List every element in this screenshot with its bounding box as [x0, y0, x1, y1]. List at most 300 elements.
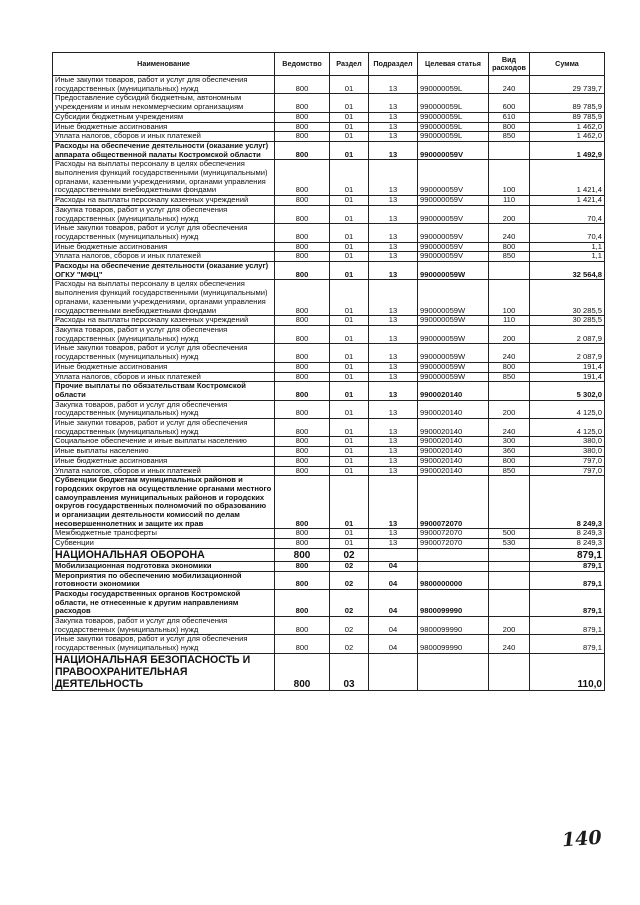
cell-section: 01	[330, 76, 369, 94]
cell-subsection: 13	[369, 94, 418, 112]
cell-target: 9900072070	[418, 476, 489, 529]
cell-section: 01	[330, 132, 369, 142]
cell-section: 01	[330, 252, 369, 262]
table-row	[53, 635, 605, 653]
cell-section: 01	[330, 529, 369, 539]
cell-sum: 1,1	[530, 252, 605, 262]
cell-department: 800	[275, 617, 330, 635]
cell-department: 800	[275, 539, 330, 549]
cell-kind: 800	[489, 242, 530, 252]
cell-target: 990000059L	[418, 132, 489, 142]
table-row	[53, 280, 605, 316]
cell-section: 01	[330, 437, 369, 447]
table-row	[53, 617, 605, 635]
cell-sum: 380,0	[530, 447, 605, 457]
cell-department: 800	[275, 362, 330, 372]
cell-department: 800	[275, 94, 330, 112]
cell-target: 990000059W	[418, 362, 489, 372]
cell-name: Прочие выплаты по обязательствам Костромской области	[53, 382, 275, 400]
table-row	[53, 419, 605, 437]
cell-subsection	[369, 548, 418, 561]
cell-sum: 1 462,0	[530, 132, 605, 142]
cell-department: 800	[275, 344, 330, 362]
cell-kind: 600	[489, 94, 530, 112]
cell-department: 800	[275, 242, 330, 252]
table-row	[53, 196, 605, 206]
cell-target	[418, 548, 489, 561]
table-row	[53, 529, 605, 539]
cell-sum: 879,1	[530, 571, 605, 589]
cell-name: Уплата налогов, сборов и иных платежей	[53, 372, 275, 382]
cell-department: 800	[275, 466, 330, 476]
cell-name: Предоставление субсидий бюджетным, автономным учреждениям и иным некоммерческим организациям	[53, 94, 275, 112]
cell-section: 01	[330, 447, 369, 457]
cell-kind: 300	[489, 437, 530, 447]
cell-sum: 8 249,3	[530, 529, 605, 539]
cell-department: 800	[275, 456, 330, 466]
cell-kind: 800	[489, 362, 530, 372]
cell-section: 01	[330, 205, 369, 223]
cell-department: 800	[275, 635, 330, 653]
cell-kind	[489, 382, 530, 400]
cell-target: 990000059W	[418, 280, 489, 316]
cell-subsection: 13	[369, 122, 418, 132]
cell-subsection: 13	[369, 325, 418, 343]
cell-kind: 360	[489, 447, 530, 457]
table-row	[53, 382, 605, 400]
table-row	[53, 362, 605, 372]
cell-kind: 240	[489, 344, 530, 362]
table-row	[53, 653, 605, 690]
cell-kind	[489, 571, 530, 589]
table-row	[53, 160, 605, 196]
cell-target: 990000059V	[418, 242, 489, 252]
cell-kind: 110	[489, 196, 530, 206]
cell-sum: 29 739,7	[530, 76, 605, 94]
table-row	[53, 447, 605, 457]
cell-section: 02	[330, 571, 369, 589]
header-subsection: Подраздел	[369, 53, 418, 76]
cell-section: 02	[330, 561, 369, 571]
budget-table	[52, 52, 605, 691]
cell-department: 800	[275, 112, 330, 122]
cell-name: НАЦИОНАЛЬНАЯ БЕЗОПАСНОСТЬ И ПРАВООХРАНИТЕЛЬНАЯ ДЕЯТЕЛЬНОСТЬ	[53, 653, 275, 690]
cell-subsection: 13	[369, 205, 418, 223]
cell-section: 01	[330, 456, 369, 466]
cell-subsection: 13	[369, 400, 418, 418]
cell-target	[418, 653, 489, 690]
cell-name: Расходы на выплаты персоналу в целях обеспечения выполнения функций государственными (муниципальными) органами, казенными учреждениями, органами управления государственными внебюджетными фондами	[53, 280, 275, 316]
cell-section: 02	[330, 548, 369, 561]
cell-target: 9900020140	[418, 400, 489, 418]
cell-subsection: 04	[369, 571, 418, 589]
cell-sum: 5 302,0	[530, 382, 605, 400]
cell-sum: 110,0	[530, 653, 605, 690]
cell-subsection	[369, 653, 418, 690]
cell-subsection: 13	[369, 76, 418, 94]
cell-department: 800	[275, 132, 330, 142]
cell-section: 01	[330, 325, 369, 343]
cell-section: 01	[330, 476, 369, 529]
cell-name: Иные закупки товаров, работ и услуг для обеспечения государственных (муниципальных) нужд	[53, 635, 275, 653]
cell-department: 800	[275, 160, 330, 196]
cell-name: Иные закупки товаров, работ и услуг для обеспечения государственных (муниципальных) нужд	[53, 76, 275, 94]
table-row	[53, 262, 605, 280]
cell-department: 800	[275, 548, 330, 561]
table-row	[53, 112, 605, 122]
cell-section: 01	[330, 112, 369, 122]
cell-department: 800	[275, 561, 330, 571]
cell-kind: 240	[489, 224, 530, 242]
cell-target: 990000059V	[418, 205, 489, 223]
cell-sum: 4 125,0	[530, 400, 605, 418]
cell-subsection: 13	[369, 252, 418, 262]
cell-section: 02	[330, 617, 369, 635]
cell-subsection: 13	[369, 280, 418, 316]
cell-section: 01	[330, 141, 369, 159]
cell-name: Закупка товаров, работ и услуг для обеспечения государственных (муниципальных) нужд	[53, 325, 275, 343]
cell-subsection: 04	[369, 589, 418, 616]
cell-department: 800	[275, 316, 330, 326]
cell-sum: 191,4	[530, 362, 605, 372]
cell-department: 800	[275, 419, 330, 437]
cell-kind: 240	[489, 419, 530, 437]
table-row	[53, 456, 605, 466]
cell-target: 990000059L	[418, 122, 489, 132]
cell-target: 990000059W	[418, 262, 489, 280]
cell-name: Расходы государственных органов Костромской области, не отнесенные к другим направлениям расходов	[53, 589, 275, 616]
cell-department: 800	[275, 653, 330, 690]
cell-kind: 200	[489, 325, 530, 343]
cell-department: 800	[275, 571, 330, 589]
header-target: Целевая статья	[418, 53, 489, 76]
cell-department: 800	[275, 224, 330, 242]
cell-sum: 1 421,4	[530, 196, 605, 206]
cell-kind: 800	[489, 456, 530, 466]
header-department: Ведомство	[275, 53, 330, 76]
cell-target: 9900020140	[418, 447, 489, 457]
cell-sum: 879,1	[530, 548, 605, 561]
table-row	[53, 476, 605, 529]
cell-name: Иные бюджетные ассигнования	[53, 242, 275, 252]
cell-sum: 879,1	[530, 589, 605, 616]
cell-sum: 8 249,3	[530, 539, 605, 549]
cell-section: 01	[330, 316, 369, 326]
cell-name: Субвенции	[53, 539, 275, 549]
cell-subsection: 13	[369, 466, 418, 476]
cell-section: 01	[330, 362, 369, 372]
cell-name: Мобилизационная подготовка экономики	[53, 561, 275, 571]
cell-name: Уплата налогов, сборов и иных платежей	[53, 132, 275, 142]
cell-section: 01	[330, 400, 369, 418]
cell-department: 800	[275, 382, 330, 400]
cell-target: 990000059V	[418, 196, 489, 206]
table-row	[53, 242, 605, 252]
cell-sum: 797,0	[530, 466, 605, 476]
cell-kind	[489, 548, 530, 561]
cell-name: Закупка товаров, работ и услуг для обеспечения государственных (муниципальных) нужд	[53, 617, 275, 635]
table-header	[53, 53, 605, 76]
cell-kind	[489, 476, 530, 529]
cell-sum: 380,0	[530, 437, 605, 447]
cell-name: Иные бюджетные ассигнования	[53, 362, 275, 372]
cell-target: 990000059V	[418, 224, 489, 242]
cell-target: 990000059V	[418, 160, 489, 196]
page-number: 140	[561, 826, 603, 852]
cell-section: 01	[330, 280, 369, 316]
cell-section: 01	[330, 122, 369, 132]
cell-sum: 1 421,4	[530, 160, 605, 196]
cell-target: 9900072070	[418, 529, 489, 539]
cell-kind: 200	[489, 617, 530, 635]
cell-subsection: 13	[369, 476, 418, 529]
cell-subsection: 13	[369, 456, 418, 466]
cell-target: 9900020140	[418, 437, 489, 447]
cell-department: 800	[275, 122, 330, 132]
cell-target: 9900020140	[418, 382, 489, 400]
cell-name: Субвенции бюджетам муниципальных районов и городских округов на осуществление органами местного самоуправления муниципальных районов и городских округов государственных полномочий по образованию и организации деятельности комиссий по делам несовершеннолетних и защите их прав	[53, 476, 275, 529]
cell-target: 9900072070	[418, 539, 489, 549]
header-kind: Вид расходов	[489, 53, 530, 76]
cell-sum: 70,4	[530, 205, 605, 223]
cell-subsection: 13	[369, 529, 418, 539]
cell-subsection: 04	[369, 635, 418, 653]
cell-target: 990000059W	[418, 325, 489, 343]
table-row	[53, 141, 605, 159]
cell-sum: 879,1	[530, 561, 605, 571]
cell-sum: 191,4	[530, 372, 605, 382]
cell-name: Уплата налогов, сборов и иных платежей	[53, 466, 275, 476]
cell-target	[418, 561, 489, 571]
cell-subsection: 13	[369, 112, 418, 122]
cell-name: Иные бюджетные ассигнования	[53, 122, 275, 132]
table-row	[53, 122, 605, 132]
cell-department: 800	[275, 196, 330, 206]
cell-name: Расходы на выплаты персоналу в целях обеспечения выполнения функций государственными (муниципальными) органами, казенными учреждениями, органами управления государственными внебюджетными фондами	[53, 160, 275, 196]
cell-target: 9800099990	[418, 589, 489, 616]
cell-kind: 610	[489, 112, 530, 122]
cell-kind	[489, 262, 530, 280]
cell-kind: 800	[489, 122, 530, 132]
header-section: Раздел	[330, 53, 369, 76]
cell-section: 01	[330, 539, 369, 549]
cell-sum: 89 785,9	[530, 94, 605, 112]
cell-name: Мероприятия по обеспечению мобилизационной готовности экономики	[53, 571, 275, 589]
cell-name: Субсидии бюджетным учреждениям	[53, 112, 275, 122]
cell-department: 800	[275, 400, 330, 418]
cell-department: 800	[275, 437, 330, 447]
cell-section: 01	[330, 94, 369, 112]
cell-section: 01	[330, 344, 369, 362]
cell-sum: 89 785,9	[530, 112, 605, 122]
cell-kind	[489, 653, 530, 690]
cell-department: 800	[275, 280, 330, 316]
cell-section: 01	[330, 382, 369, 400]
cell-sum: 1 462,0	[530, 122, 605, 132]
cell-department: 800	[275, 262, 330, 280]
table-row	[53, 132, 605, 142]
cell-target: 9800000000	[418, 571, 489, 589]
cell-department: 800	[275, 529, 330, 539]
cell-kind: 100	[489, 160, 530, 196]
cell-department: 800	[275, 372, 330, 382]
cell-name: Расходы на выплаты персоналу казенных учреждений	[53, 316, 275, 326]
table-row	[53, 539, 605, 549]
cell-subsection: 13	[369, 419, 418, 437]
cell-section: 01	[330, 372, 369, 382]
cell-subsection: 13	[369, 160, 418, 196]
cell-target: 9800099990	[418, 635, 489, 653]
cell-subsection: 04	[369, 617, 418, 635]
table-row	[53, 571, 605, 589]
cell-subsection: 13	[369, 539, 418, 549]
cell-sum: 32 564,8	[530, 262, 605, 280]
cell-section: 01	[330, 419, 369, 437]
cell-kind: 240	[489, 635, 530, 653]
cell-kind	[489, 589, 530, 616]
cell-name: Межбюджетные трансферты	[53, 529, 275, 539]
cell-subsection: 13	[369, 224, 418, 242]
cell-sum: 797,0	[530, 456, 605, 466]
table-row	[53, 76, 605, 94]
cell-kind: 200	[489, 400, 530, 418]
table-body	[53, 76, 605, 691]
header-row	[53, 53, 605, 76]
cell-subsection: 13	[369, 262, 418, 280]
cell-name: Иные закупки товаров, работ и услуг для обеспечения государственных (муниципальных) нужд	[53, 419, 275, 437]
table-row	[53, 400, 605, 418]
cell-subsection: 13	[369, 382, 418, 400]
cell-name: Иные закупки товаров, работ и услуг для обеспечения государственных (муниципальных) нужд	[53, 224, 275, 242]
cell-subsection: 13	[369, 372, 418, 382]
cell-name: Иные бюджетные ассигнования	[53, 456, 275, 466]
cell-name: Иные закупки товаров, работ и услуг для обеспечения государственных (муниципальных) нужд	[53, 344, 275, 362]
cell-kind	[489, 561, 530, 571]
cell-sum: 879,1	[530, 635, 605, 653]
cell-target: 990000059W	[418, 316, 489, 326]
table-row	[53, 437, 605, 447]
cell-section: 01	[330, 466, 369, 476]
cell-kind	[489, 141, 530, 159]
table-row	[53, 466, 605, 476]
cell-subsection: 13	[369, 316, 418, 326]
cell-section: 01	[330, 160, 369, 196]
cell-target: 9800099990	[418, 617, 489, 635]
cell-target: 990000059L	[418, 112, 489, 122]
cell-subsection: 13	[369, 141, 418, 159]
cell-subsection: 13	[369, 447, 418, 457]
cell-target: 990000059L	[418, 76, 489, 94]
table-row	[53, 372, 605, 382]
cell-department: 800	[275, 325, 330, 343]
cell-section: 02	[330, 589, 369, 616]
cell-name: Закупка товаров, работ и услуг для обеспечения государственных (муниципальных) нужд	[53, 205, 275, 223]
table-row	[53, 224, 605, 242]
cell-target: 990000059L	[418, 94, 489, 112]
cell-target: 9900020140	[418, 466, 489, 476]
cell-name: Расходы на обеспечение деятельности (оказание услуг) аппарата общественной палаты Костромской области	[53, 141, 275, 159]
table-row	[53, 316, 605, 326]
cell-target: 9900020140	[418, 456, 489, 466]
cell-name: НАЦИОНАЛЬНАЯ ОБОРОНА	[53, 548, 275, 561]
cell-sum: 879,1	[530, 617, 605, 635]
table-row	[53, 561, 605, 571]
cell-subsection: 04	[369, 561, 418, 571]
cell-name: Социальное обеспечение и иные выплаты населению	[53, 437, 275, 447]
table-row	[53, 94, 605, 112]
cell-section: 03	[330, 653, 369, 690]
table-row	[53, 252, 605, 262]
cell-target: 990000059W	[418, 372, 489, 382]
cell-kind: 110	[489, 316, 530, 326]
cell-sum: 1,1	[530, 242, 605, 252]
table-row	[53, 205, 605, 223]
cell-sum: 30 285,5	[530, 316, 605, 326]
table-row	[53, 589, 605, 616]
cell-target: 9900020140	[418, 419, 489, 437]
header-name: Наименование	[53, 53, 275, 76]
cell-sum: 4 125,0	[530, 419, 605, 437]
cell-name: Расходы на выплаты персоналу казенных учреждений	[53, 196, 275, 206]
cell-kind: 850	[489, 466, 530, 476]
cell-kind: 200	[489, 205, 530, 223]
cell-kind: 850	[489, 132, 530, 142]
table-row	[53, 548, 605, 561]
cell-section: 01	[330, 262, 369, 280]
cell-kind: 850	[489, 252, 530, 262]
cell-name: Уплата налогов, сборов и иных платежей	[53, 252, 275, 262]
cell-department: 800	[275, 76, 330, 94]
cell-department: 800	[275, 589, 330, 616]
cell-subsection: 13	[369, 344, 418, 362]
cell-section: 01	[330, 224, 369, 242]
cell-department: 800	[275, 205, 330, 223]
table-row	[53, 325, 605, 343]
cell-department: 800	[275, 141, 330, 159]
cell-name: Расходы на обеспечение деятельности (оказание услуг) ОГКУ "МФЦ"	[53, 262, 275, 280]
cell-kind: 100	[489, 280, 530, 316]
header-sum: Сумма	[530, 53, 605, 76]
cell-sum: 70,4	[530, 224, 605, 242]
cell-section: 01	[330, 242, 369, 252]
cell-subsection: 13	[369, 362, 418, 372]
table-row	[53, 344, 605, 362]
cell-name: Иные выплаты населению	[53, 447, 275, 457]
cell-target: 990000059V	[418, 252, 489, 262]
cell-sum: 1 492,9	[530, 141, 605, 159]
cell-subsection: 13	[369, 132, 418, 142]
cell-target: 990000059W	[418, 344, 489, 362]
cell-section: 02	[330, 635, 369, 653]
cell-name: Закупка товаров, работ и услуг для обеспечения государственных (муниципальных) нужд	[53, 400, 275, 418]
cell-subsection: 13	[369, 196, 418, 206]
cell-department: 800	[275, 447, 330, 457]
cell-subsection: 13	[369, 242, 418, 252]
cell-kind: 240	[489, 76, 530, 94]
cell-sum: 8 249,3	[530, 476, 605, 529]
cell-department: 800	[275, 476, 330, 529]
cell-subsection: 13	[369, 437, 418, 447]
cell-sum: 2 087,9	[530, 344, 605, 362]
cell-kind: 850	[489, 372, 530, 382]
cell-sum: 2 087,9	[530, 325, 605, 343]
cell-kind: 530	[489, 539, 530, 549]
cell-section: 01	[330, 196, 369, 206]
cell-sum: 30 285,5	[530, 280, 605, 316]
cell-kind: 500	[489, 529, 530, 539]
cell-department: 800	[275, 252, 330, 262]
cell-target: 990000059V	[418, 141, 489, 159]
